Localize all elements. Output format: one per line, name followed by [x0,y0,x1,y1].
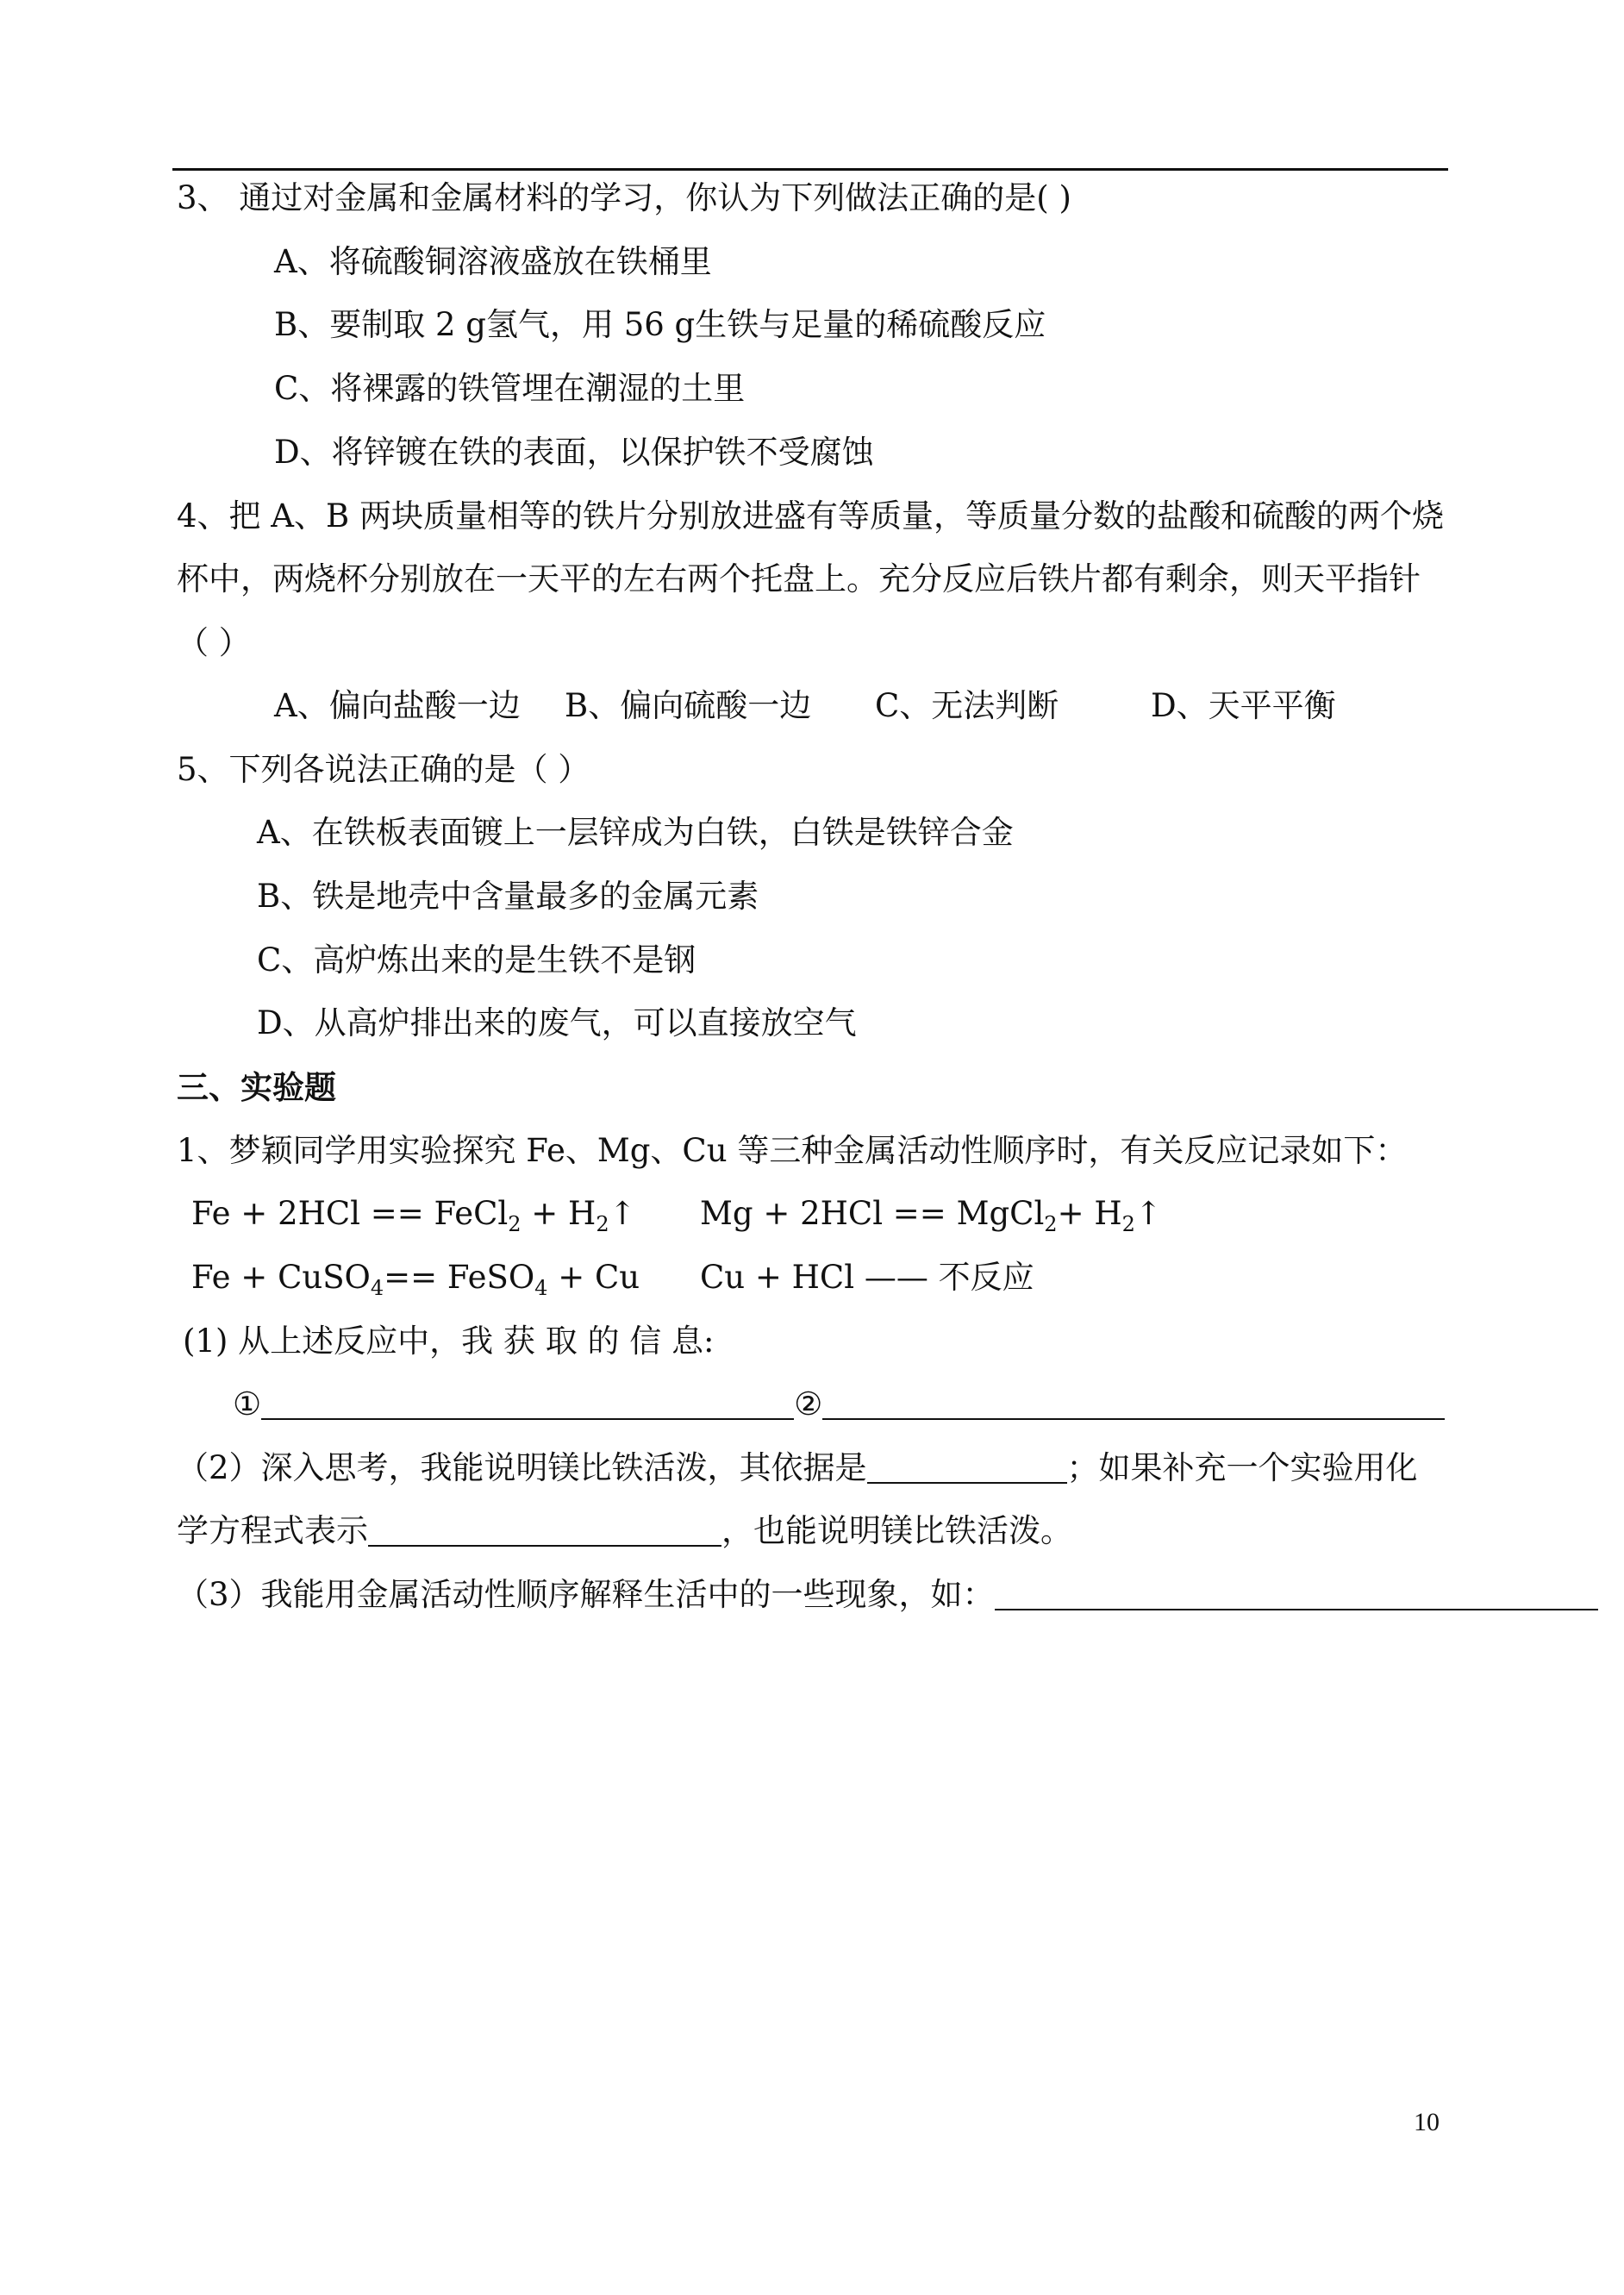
q5-option-c: C、高炉炼出来的是生铁不是钢 [257,941,696,979]
q4-option-b: B、偏向硫酸一边 [565,687,812,724]
answer-mark-2: ② [794,1385,823,1423]
experiment-q1-stem: 1、梦颖同学用实验探究 Fe、Mg、Cu 等三种金属活动性顺序时，有关反应记录如下： [177,1132,1408,1169]
part1-answer-line [233,1385,1445,1423]
q4-option-d: D、天平平衡 [1151,687,1336,724]
equation-mg-hcl: Mg + 2HCl == MgCl$_2$+ $H_2↑$ [700,1195,1162,1236]
q5-option-d: D、从高炉排出来的废气，可以直接放空气 [257,1004,857,1041]
part2-line1: （2）深入思考，我能说明镁比铁活泼，其依据是 ；如果补充一个实验用化 [177,1449,1418,1486]
header-rule [172,168,1448,171]
answer-blank-1[interactable] [261,1389,794,1420]
equation-fe-cuso4: Fe + CuSO$_4$== FeSO$_4$ + Cu [191,1259,640,1300]
page-number: 10 [1414,2108,1440,2136]
section-heading: 三、实验题 [177,1068,336,1106]
q3-option-c: C、将裸露的铁管埋在潮湿的土里 [274,370,746,407]
q3-option-d: D、将锌镀在铁的表面，以保护铁不受腐蚀 [274,434,874,471]
q5-option-a: A、在铁板表面镀上一层锌成为白铁，白铁是铁锌合金 [257,814,1014,851]
answer-mark-1: ① [233,1385,262,1423]
q4-stem-line1: 4、把 A、B 两块质量相等的铁片分别放进盛有等质量，等质量分数的盐酸和硫酸的两个烧 [177,497,1444,535]
q3-option-a: A、将硫酸铜溶液盛放在铁桶里 [274,243,712,280]
answer-blank-3[interactable] [867,1453,1067,1484]
q4-stem-line2: 杯中，两烧杯分别放在一天平的左右两个托盘上。充分反应后铁片都有剩余，则天平指针 [177,560,1421,597]
answer-blank-2[interactable] [822,1389,1445,1420]
q3-option-b: B、要制取 2 g氢气，用 56 g生铁与足量的稀硫酸反应 [274,306,1046,343]
q4-stem-line3: （ ） [177,624,251,661]
equation-fe-hcl: Fe + 2HCl == FeCl$_2$ + $H_2↑$ [191,1195,636,1236]
answer-blank-4[interactable] [368,1516,721,1547]
part1-prompt: (1) 从上述反应中，我 获 取 的 信 息: [183,1323,715,1360]
q5-option-b: B、铁是地壳中含量最多的金属元素 [257,878,759,915]
answer-blank-5[interactable] [995,1579,1598,1610]
q3-stem: 3、 通过对金属和金属材料的学习，你认为下列做法正确的是( ) [177,179,1071,216]
part2-line2: 学方程式表示 ，也能说明镁比铁活泼。 [177,1512,1072,1549]
q5-stem: 5、下列各说法正确的是（ ） [177,751,590,788]
equation-cu-hcl: Cu + HCl —— 不反应 [700,1259,1034,1296]
part3-line: （3）我能用金属活动性顺序解释生活中的一些现象，如： [177,1576,1598,1614]
q4-option-c: C、无法判断 [875,687,1059,724]
q4-option-a: A、偏向盐酸一边 [274,687,521,724]
